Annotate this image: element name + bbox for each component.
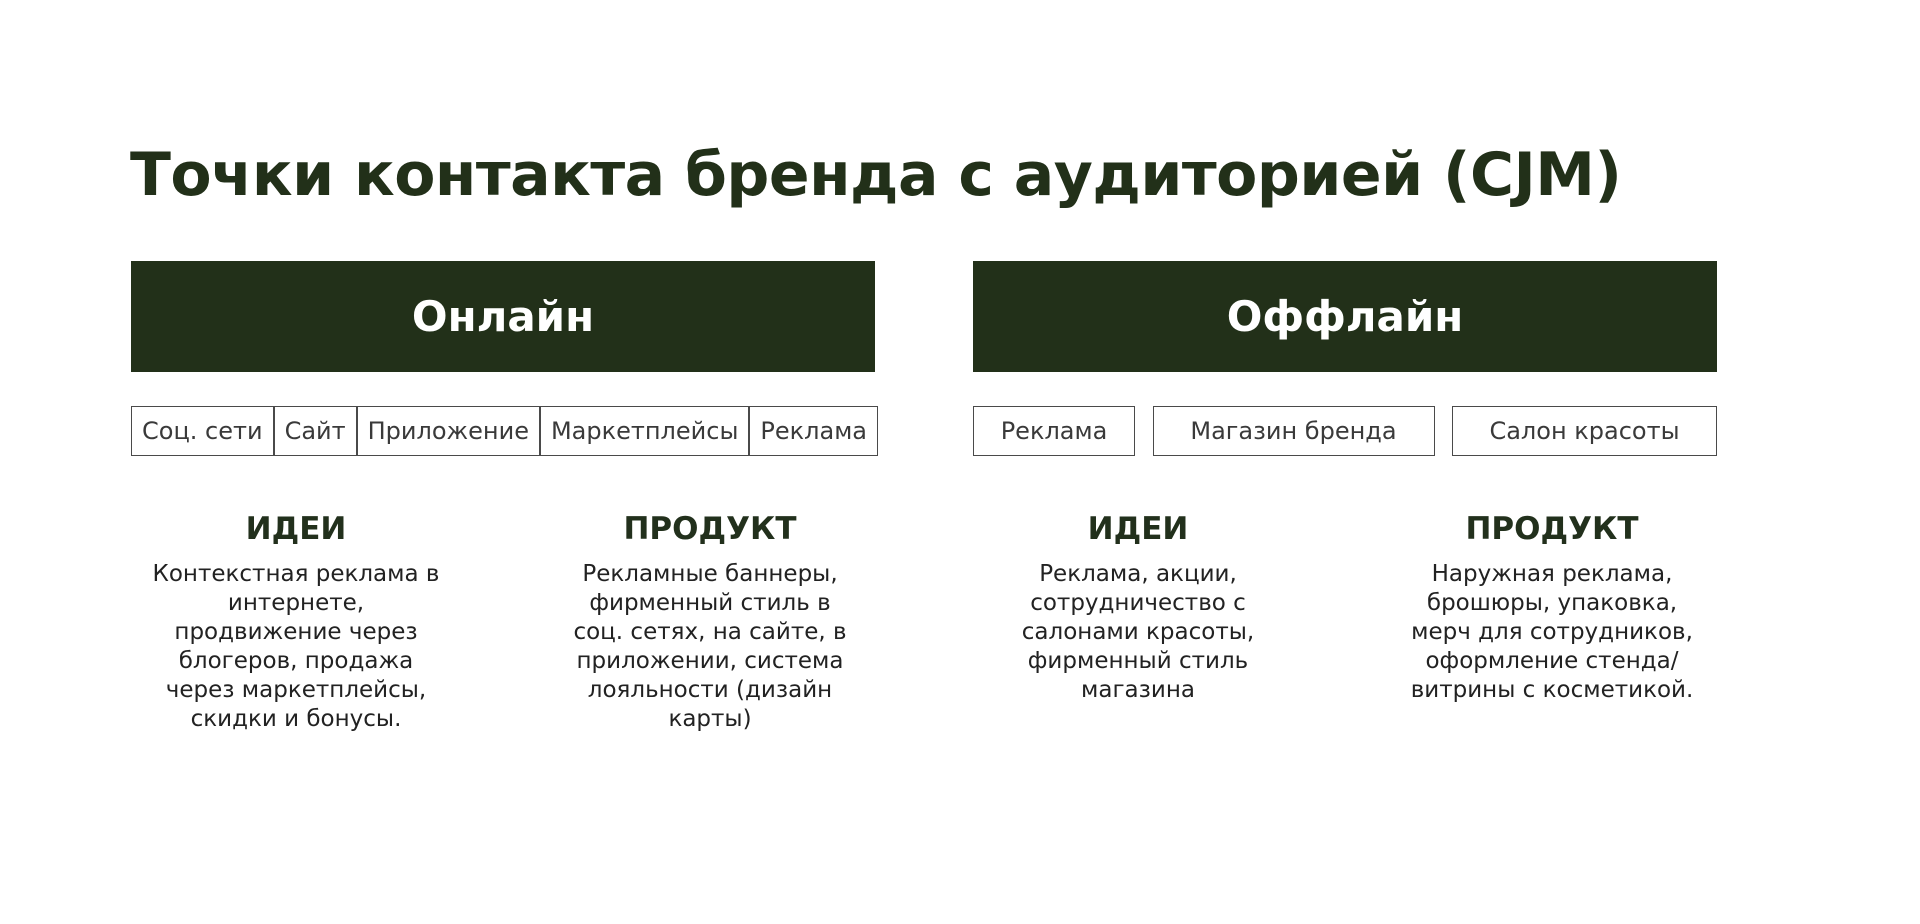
offline-ideas-block [973, 511, 1303, 705]
channel-beauty-salon: Салон красоты [1452, 406, 1717, 456]
channel-ads: Реклама [749, 406, 878, 456]
offline-product-text: Наружная реклама, брошюры, упаковка, мерч для сотрудников, оформление стенда/витрины с косметикой. [1410, 561, 1694, 704]
offline-product-heading: ПРОДУКТ [1465, 511, 1639, 547]
channel-app: Приложение [357, 406, 540, 456]
online-banner: Онлайн [131, 261, 875, 372]
page-title: Точки контакта бренда с аудиторией (CJM) [130, 140, 1622, 210]
offline-column [973, 261, 1717, 705]
channel-offline-ads: Реклама [973, 406, 1135, 456]
online-product-block [545, 511, 875, 734]
offline-product-block [1387, 511, 1717, 705]
channel-social: Соц. сети [131, 406, 274, 456]
online-column [131, 261, 875, 734]
offline-channels [973, 406, 1717, 456]
offline-ideas-text: Реклама, акции, сотрудничество с салонами красоты, фирменный стиль магазина [1021, 561, 1255, 704]
online-product-heading: ПРОДУКТ [623, 511, 797, 547]
online-product-text: Рекламные баннеры, фирменный стиль в соц. сетях, на сайте, в приложении, система лояльности (дизайн карты) [573, 561, 847, 733]
channel-marketplaces: Маркетплейсы [540, 406, 749, 456]
channel-brand-store: Магазин бренда [1153, 406, 1435, 456]
online-channels [131, 406, 875, 456]
online-blocks [131, 511, 875, 734]
online-ideas-heading: ИДЕИ [245, 511, 347, 547]
online-ideas-block [131, 511, 461, 734]
offline-blocks [973, 511, 1717, 705]
channel-site: Сайт [274, 406, 357, 456]
online-ideas-text: Контекстная реклама в интернете, продвижение через блогеров, продажа через маркетплейсы, скидки и бонусы. [152, 561, 440, 733]
offline-ideas-heading: ИДЕИ [1087, 511, 1189, 547]
offline-banner: Оффлайн [973, 261, 1717, 372]
